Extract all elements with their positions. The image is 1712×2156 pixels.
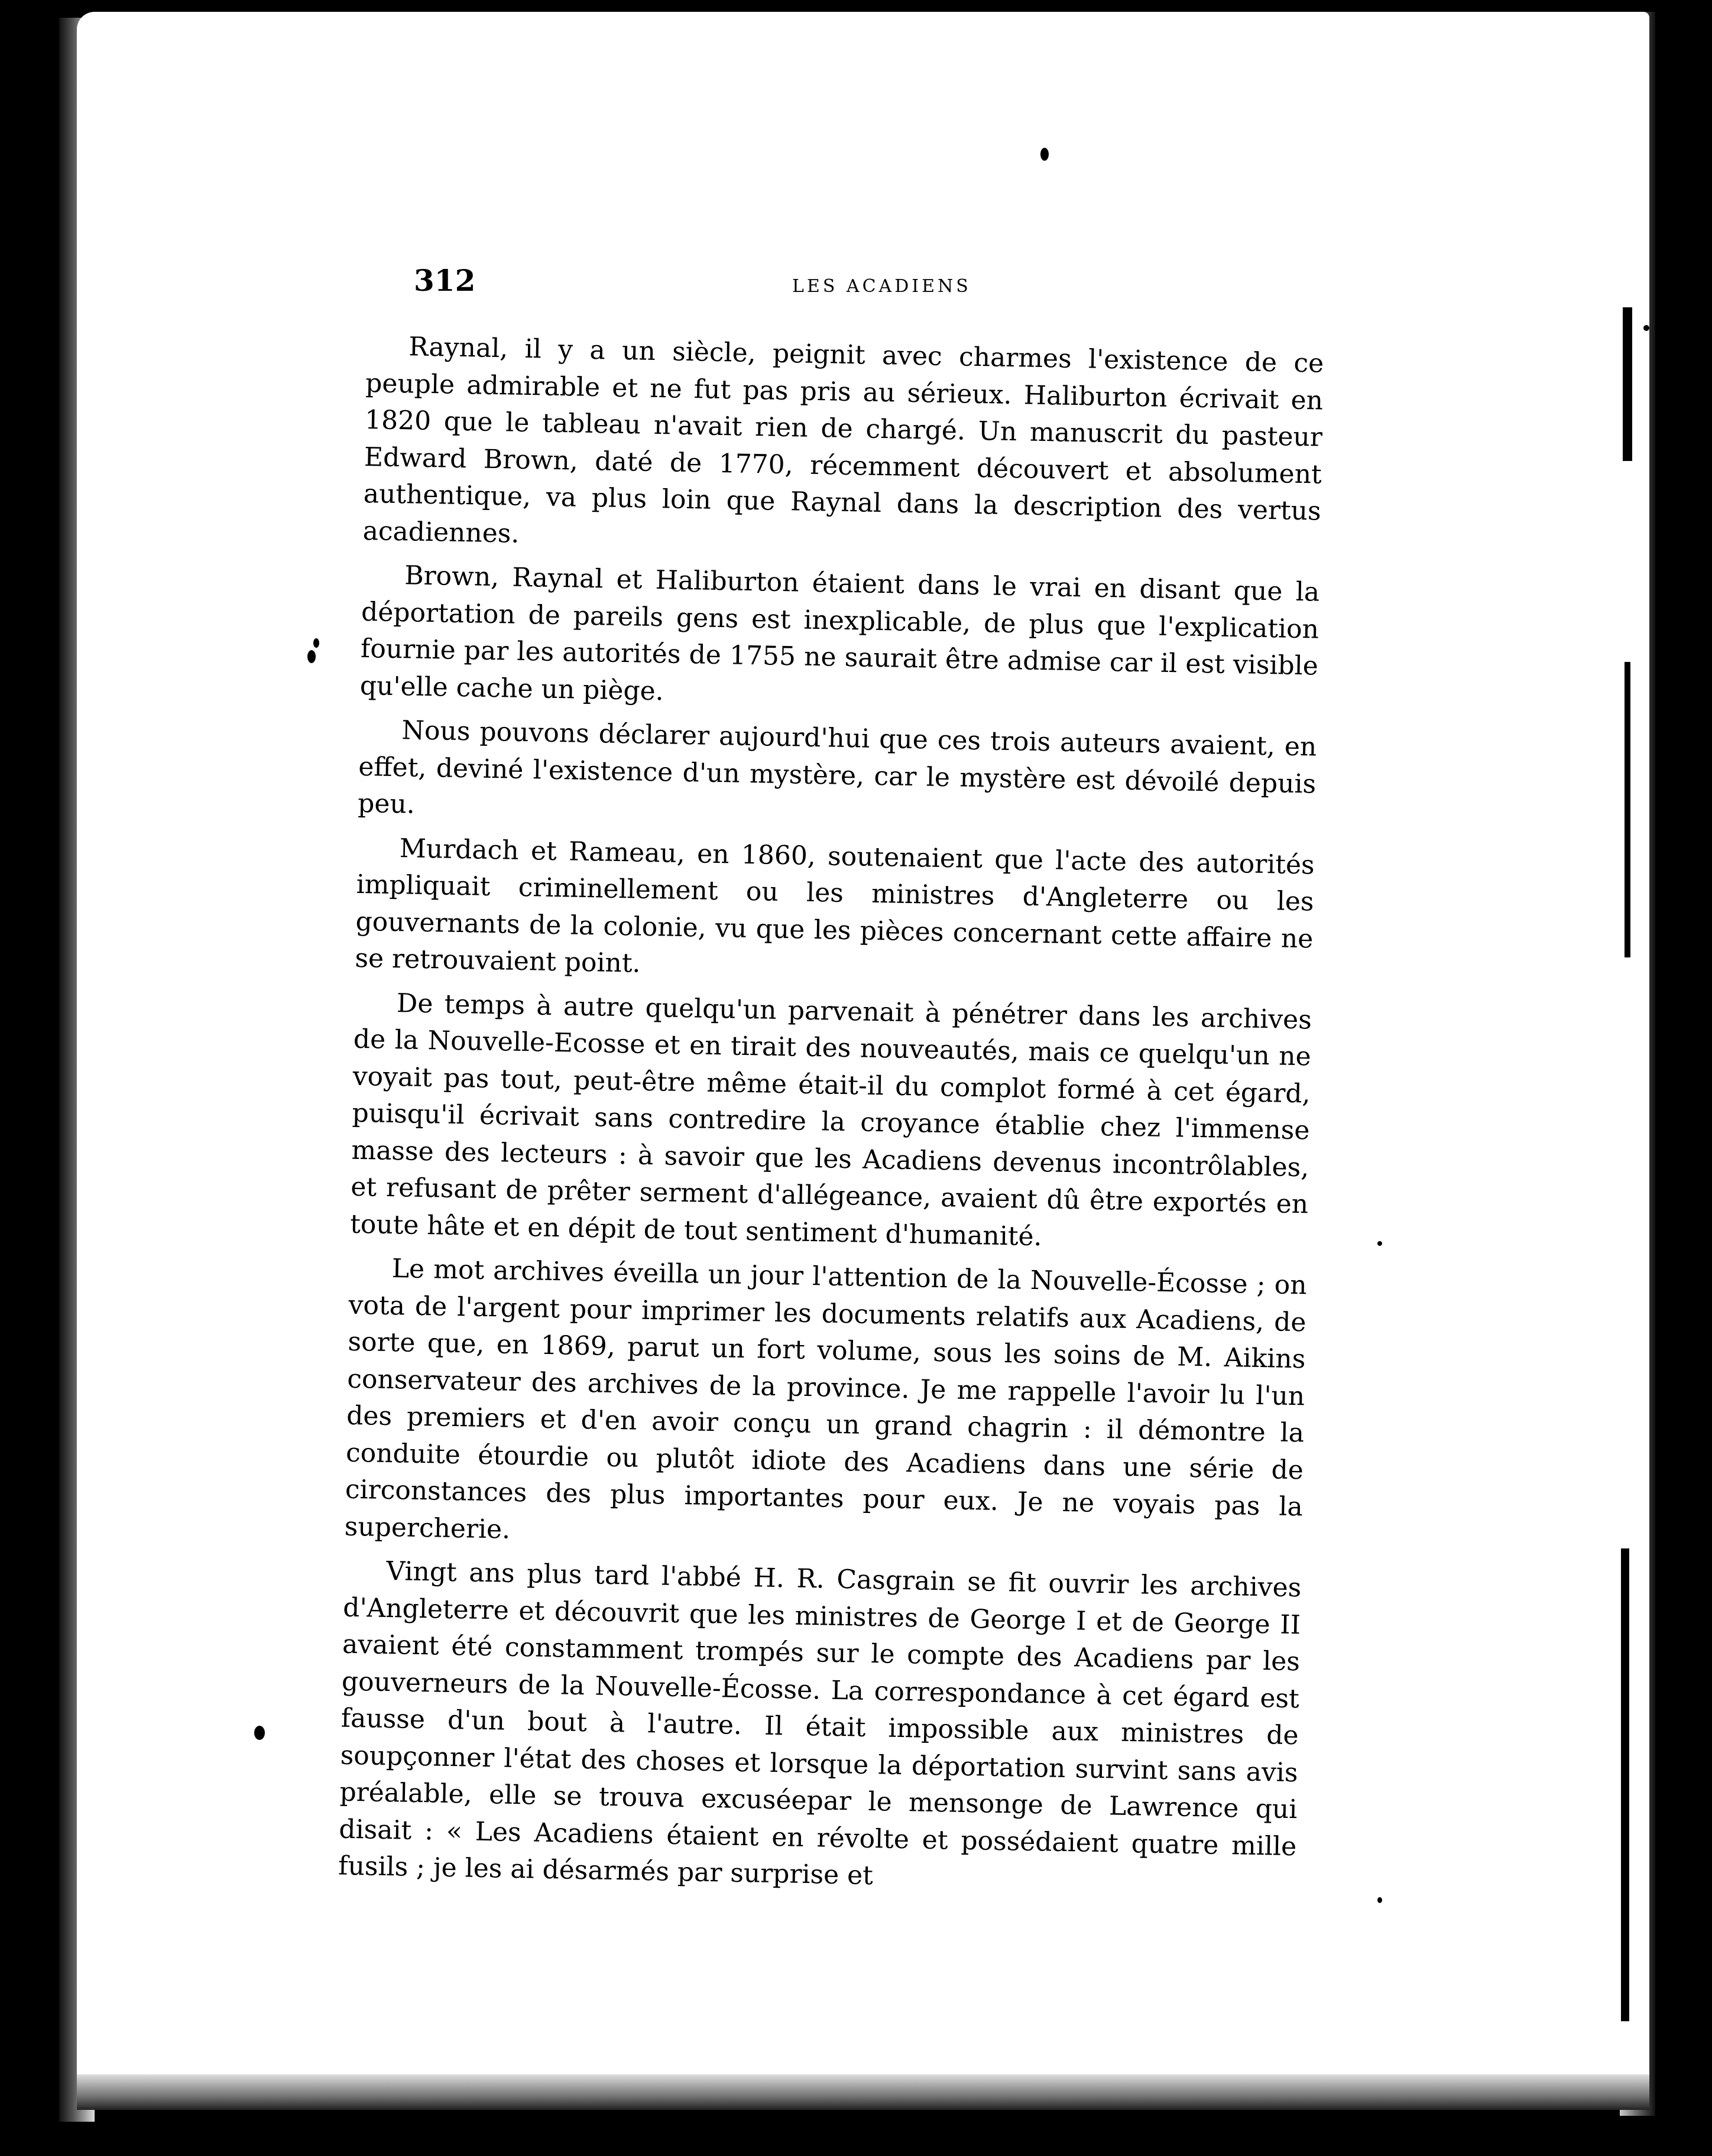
paragraph: Raynal, il y a un siècle, peignit avec charmes l'existence de ce peuple admirable et ne fut pas pris au sérieux. Haliburton écrivait en 1820 que le tableau n'avait rien de chargé. Un manuscrit du pasteur Edward Brown, daté de 1770, récemment découvert et absolument authentique, va plus loin que Raynal dans la description des vertus acadiennes.	[362, 332, 1324, 549]
ink-speck	[1377, 1897, 1382, 1903]
binding-shadow	[1625, 662, 1630, 957]
ink-speck	[307, 650, 316, 663]
running-head: LES ACADIENS	[792, 276, 971, 297]
paragraph: De temps à autre quelqu'un parvenait à pénétrer dans les archives de la Nouvelle-Ecosse et en tirait des nouveautés, mais ce quelqu'un ne voyait pas tout, peut-être même était-il du complot formé à cet égard, puisqu'il écrivait sans contredire la croyance établie chez l'immense masse des lecteurs : à savoir que les Acadiens devenus incontrôlables, et refusant de prêter serment d'allégeance, avaient dû être exportés en toute hâte et en dépit de tout sentiment d'humanité.	[349, 988, 1312, 1252]
paragraph: Vingt ans plus tard l'abbé H. R. Casgrain se fit ouvrir les archives d'Angleterre et découvrit que les ministres de George I et de George II avaient été constamment trompés sur le compte des Acadiens par les gouverneurs de la Nouvelle-Écosse. La correspondance à cet égard est fausse d'un bout à l'autre. Il était impossible aux ministres de soupçonner l'état des choses et lorsque la déportation survint sans avis préalable, elle se trouva excuséepar le mensonge de Lawrence qui disait : « Les Acadiens étaient en révolte et possédaient quatre mille fusils ; je les ai désarmés par surprise et	[338, 1556, 1302, 1891]
ink-speck	[1040, 148, 1049, 161]
paragraph: Brown, Raynal et Haliburton étaient dans le vrai en disant que la déportation de pareils gens est inexplicable, de plus que l'explication fournie par les autorités de 1755 ne saurait être admise car il est visible qu'elle cache un piège.	[359, 560, 1320, 706]
paragraph: Murdach et Rameau, en 1860, soutenaient que l'acte des autorités impliquait criminellement ou les ministres d'Angleterre ou les gouvernants de la colonie, vu que les pièces concernant cette affaire ne se retrouvaient point.	[354, 833, 1315, 979]
ink-speck	[35, 1430, 50, 1450]
ink-speck	[313, 638, 319, 648]
page-number: 312	[414, 263, 476, 298]
page-bottom-edge	[77, 2074, 1649, 2110]
body-text	[338, 328, 1324, 1910]
ink-speck	[1377, 1241, 1382, 1246]
ink-speck	[254, 1726, 265, 1740]
ink-speck	[1643, 325, 1649, 331]
binding-shadow	[1621, 1548, 1629, 2021]
binding-shadow	[1623, 307, 1632, 461]
paragraph: Le mot archives éveilla un jour l'attention de la Nouvelle-Écosse ; on vota de l'argent pour imprimer les documents relatifs aux Acadiens, de sorte que, en 1869, parut un fort volume, sous les soins de M. Aikins conservateur des archives de la province. Je me rappelle l'avoir lu l'un des premiers et d'en avoir conçu un grand chagrin : il démontre la conduite étourdie ou plutôt idiote des Acadiens dans une série de circonstances des plus importantes pour eux. Je ne voyais pas la supercherie.	[344, 1254, 1308, 1545]
page-header	[414, 263, 1330, 316]
paragraph: Nous pouvons déclarer aujourd'hui que ces trois auteurs avaient, en effet, deviné l'existence d'un mystère, car le mystère est dévoilé depuis peu.	[357, 715, 1317, 820]
